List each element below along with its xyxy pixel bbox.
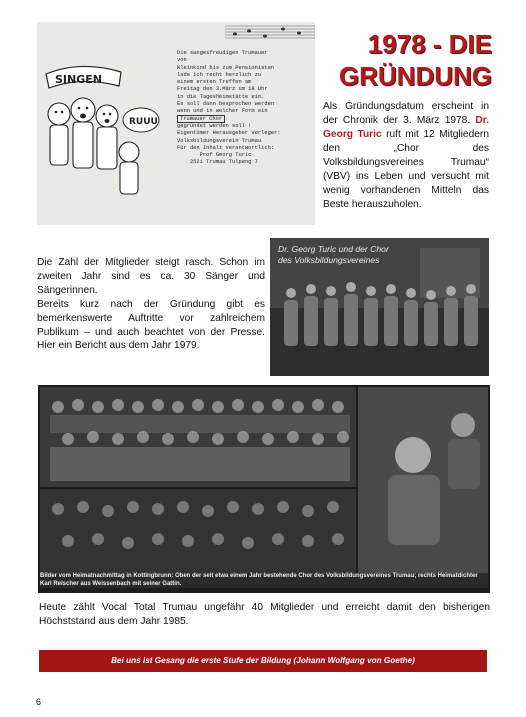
typed-line: Eigentümer Herausgeber Verleger: [177,130,281,137]
typed-line: Freitag den 3.März um 18 Uhr [177,86,268,93]
title-line-1: 1978 - DIE [367,29,492,59]
typed-announcement [177,50,307,167]
intro-part-1: Als Gründungsdatum erscheint in der Chronik der 3. März 1978. [323,101,489,126]
members-text-1: Die Zahl der Mitglieder steigt rasch. Schon im zweiten Jahr sind es ca. 30 Sänger und Sängerinnen. [37,257,265,296]
typed-line: Für den Inhalt verantwortlich: [177,144,275,151]
intro-part-2: ruft mit 12 Mitgliedern den „Chor des Volksbildungsvereines Trumau“ (VBV) ins Leben und versucht mit wenig vorhandenen Mitteln das Beste herauszuholen. [323,129,489,210]
founder-name: Dr. Georg Turic [323,115,489,140]
caption-line-2: des Volksbildungsvereines [278,255,380,265]
typed-line: Kleinkind bis zum Pensionisten [177,64,275,71]
sign-text: SINGEN [55,73,102,86]
page-title [322,28,492,92]
typed-line: 2521 Trumau Tulpeng 7 [177,159,258,166]
chronicle-photo [37,22,315,225]
title-line-2: GRÜNDUNG [338,61,492,91]
newspaper-photos [38,385,490,573]
cartoon-singers-illustration [41,52,161,212]
typed-line: lade ich recht herzlich zu [177,71,262,78]
members-paragraph [37,256,265,353]
typed-line: Die sangesfreudigen Trumauer [177,50,268,56]
typed-line: gegründet werden soll ! [177,122,252,129]
typed-line: Prof Georg Turic [177,152,252,159]
typed-line: einem ersten Treffen am [177,79,252,86]
newspaper-caption: Bilder vom Heimatnachmittag in Kottingbrunn: Oben der seit etwa einem Jahr bestehende Chor des Volksbildungsvereines Trumau; rechts Heimatdichter Karl Reischer aus Weissenbach mit seiner Gattin. [40,573,488,588]
typed-line: in die Tagesheimstätte ein. [177,93,265,100]
quote-banner: Bei uns ist Gesang die erste Stufe der Bildung (Johann Wolfgang von Goethe) [39,650,487,672]
typed-line: wenn und in welcher Form ein [177,108,268,115]
current-members-paragraph: Heute zählt Vocal Total Trumau ungefähr 40 Mitglieder und erreicht damit den bisherigen Höchststand aus dem Jahr 1985. [39,602,490,627]
bubble-text: RUUU [129,117,158,127]
choir-photo-caption [278,244,389,266]
typed-boxed-line: Trumauer Chor [177,115,225,123]
typed-line: von [177,57,187,64]
page-number: 6 [36,697,42,707]
intro-paragraph [323,100,489,212]
choir-photo [270,238,489,376]
caption-line-1: Dr. Georg Turic und der Chor [278,244,389,254]
sheet-music-decoration [225,22,315,44]
newspaper-clipping [38,385,490,593]
typed-line: Es soll dann besprochen werden [177,101,275,108]
members-text-2: Bereits kurz nach der Gründung gibt es bemerkenswerte Auftritte vor zahlreichem Publikum – und auch beachtet von der Presse. Hier ein Bericht aus dem Jahr 1979. [37,298,265,352]
typed-line: Volksbildungsverein Trumau [177,137,262,144]
